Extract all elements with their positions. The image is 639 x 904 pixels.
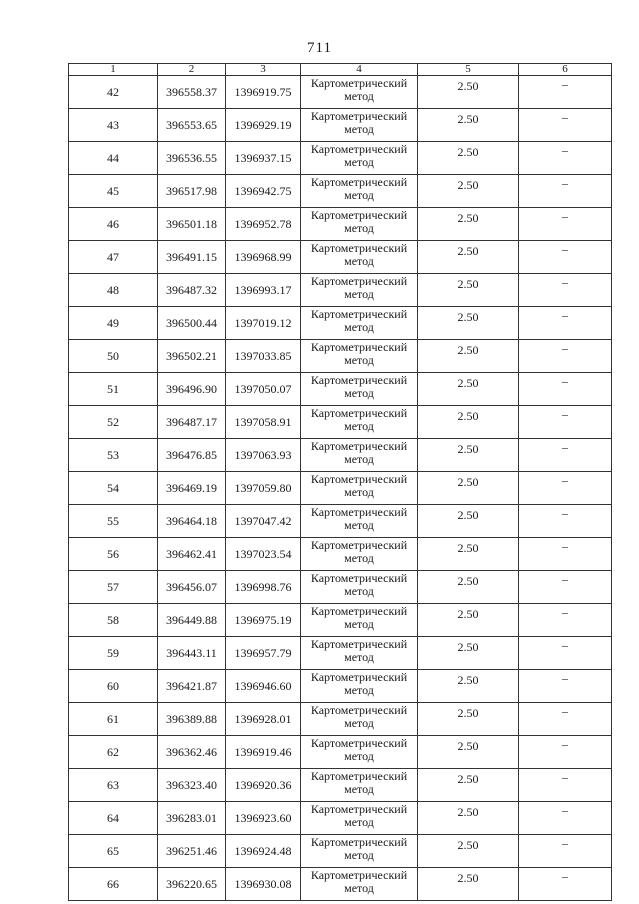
note-cell: – [519,736,612,769]
y-coordinate-cell: 1396924.48 [226,835,301,868]
method-line-1: Картометрический [310,637,408,651]
x-coordinate-cell: 396553.65 [158,109,226,142]
method-line-2: метод [344,122,374,136]
x-coordinate-cell: 396456.07 [158,571,226,604]
note-cell: – [519,340,612,373]
accuracy-cell: 2.50 [418,142,519,175]
point-number-cell: 43 [69,109,158,142]
method-cell [301,406,418,439]
point-number-cell: 57 [69,571,158,604]
table-row [69,340,612,373]
y-coordinate-cell: 1396920.36 [226,769,301,802]
point-number-cell: 56 [69,538,158,571]
method-line-1: Картометрический [310,670,408,684]
method-line-1: Картометрический [310,736,408,750]
table-row [69,307,612,340]
y-coordinate-cell: 1396952.78 [226,208,301,241]
point-number-cell: 52 [69,406,158,439]
x-coordinate-cell: 396487.32 [158,274,226,307]
x-coordinate-cell: 396517.98 [158,175,226,208]
accuracy-cell: 2.50 [418,604,519,637]
method-line-1: Картометрический [310,439,408,453]
column-header: 6 [519,64,612,76]
method-line-1: Картометрический [310,76,408,90]
table-row [69,505,612,538]
method-line-2: метод [344,815,374,829]
method-line-1: Картометрический [310,274,408,288]
note-cell: – [519,472,612,505]
point-number-cell: 61 [69,703,158,736]
method-cell [301,142,418,175]
table-row [69,538,612,571]
note-cell: – [519,835,612,868]
note-cell: – [519,109,612,142]
table-row [69,76,612,109]
table-row [69,637,612,670]
method-line-2: метод [344,551,374,565]
accuracy-cell: 2.50 [418,340,519,373]
method-line-1: Картометрический [310,835,408,849]
y-coordinate-cell: 1396923.60 [226,802,301,835]
point-number-cell: 55 [69,505,158,538]
method-line-2: метод [344,518,374,532]
point-number-cell: 53 [69,439,158,472]
method-cell [301,604,418,637]
note-cell: – [519,274,612,307]
point-number-cell: 62 [69,736,158,769]
method-line-1: Картометрический [310,769,408,783]
method-line-2: метод [344,848,374,862]
x-coordinate-cell: 396501.18 [158,208,226,241]
y-coordinate-cell: 1396993.17 [226,274,301,307]
table-row [69,769,612,802]
note-cell: – [519,538,612,571]
x-coordinate-cell: 396502.21 [158,340,226,373]
table-row [69,736,612,769]
note-cell: – [519,175,612,208]
point-number-cell: 50 [69,340,158,373]
point-number-cell: 51 [69,373,158,406]
accuracy-cell: 2.50 [418,175,519,208]
y-coordinate-cell: 1397023.54 [226,538,301,571]
note-cell: – [519,505,612,538]
method-cell [301,373,418,406]
note-cell: – [519,307,612,340]
point-number-cell: 42 [69,76,158,109]
method-line-1: Картометрический [310,373,408,387]
x-coordinate-cell: 396443.11 [158,637,226,670]
method-cell [301,670,418,703]
y-coordinate-cell: 1396957.79 [226,637,301,670]
method-cell [301,340,418,373]
method-cell [301,571,418,604]
x-coordinate-cell: 396476.85 [158,439,226,472]
method-line-2: метод [344,254,374,268]
method-line-2: метод [344,419,374,433]
point-number-cell: 66 [69,868,158,901]
y-coordinate-cell: 1396919.46 [226,736,301,769]
table-row [69,802,612,835]
method-line-1: Картометрический [310,175,408,189]
y-coordinate-cell: 1397019.12 [226,307,301,340]
point-number-cell: 58 [69,604,158,637]
method-cell [301,835,418,868]
y-coordinate-cell: 1396928.01 [226,703,301,736]
method-line-2: метод [344,353,374,367]
y-coordinate-cell: 1396946.60 [226,670,301,703]
point-number-cell: 64 [69,802,158,835]
note-cell: – [519,670,612,703]
method-line-2: метод [344,782,374,796]
method-cell [301,241,418,274]
method-line-1: Картометрический [310,505,408,519]
method-line-2: метод [344,617,374,631]
accuracy-cell: 2.50 [418,406,519,439]
point-number-cell: 60 [69,670,158,703]
table-row [69,571,612,604]
method-line-2: метод [344,881,374,895]
method-line-2: метод [344,188,374,202]
method-cell [301,109,418,142]
method-line-2: метод [344,485,374,499]
x-coordinate-cell: 396487.17 [158,406,226,439]
coordinates-table [68,63,612,901]
method-line-2: метод [344,650,374,664]
table-row [69,373,612,406]
y-coordinate-cell: 1397058.91 [226,406,301,439]
x-coordinate-cell: 396491.15 [158,241,226,274]
table-row [69,175,612,208]
method-line-2: метод [344,749,374,763]
x-coordinate-cell: 396449.88 [158,604,226,637]
page-number: 711 [307,40,332,56]
method-line-2: метод [344,320,374,334]
method-line-2: метод [344,89,374,103]
x-coordinate-cell: 396323.40 [158,769,226,802]
y-coordinate-cell: 1397047.42 [226,505,301,538]
method-line-1: Картометрический [310,703,408,717]
y-coordinate-cell: 1397059.80 [226,472,301,505]
y-coordinate-cell: 1397063.93 [226,439,301,472]
accuracy-cell: 2.50 [418,703,519,736]
note-cell: – [519,76,612,109]
point-number-cell: 65 [69,835,158,868]
table-row [69,703,612,736]
table-body [69,76,612,901]
method-cell [301,208,418,241]
accuracy-cell: 2.50 [418,769,519,802]
note-cell: – [519,571,612,604]
method-line-1: Картометрический [310,604,408,618]
method-line-1: Картометрический [310,406,408,420]
method-line-1: Картометрический [310,241,408,255]
accuracy-cell: 2.50 [418,868,519,901]
x-coordinate-cell: 396462.41 [158,538,226,571]
method-line-2: метод [344,287,374,301]
method-cell [301,76,418,109]
method-line-2: метод [344,386,374,400]
table-row [69,406,612,439]
x-coordinate-cell: 396469.19 [158,472,226,505]
table-row [69,208,612,241]
point-number-cell: 44 [69,142,158,175]
column-header: 2 [158,64,226,76]
note-cell: – [519,868,612,901]
y-coordinate-cell: 1396919.75 [226,76,301,109]
y-coordinate-cell: 1397033.85 [226,340,301,373]
accuracy-cell: 2.50 [418,439,519,472]
method-line-2: метод [344,683,374,697]
x-coordinate-cell: 396389.88 [158,703,226,736]
point-number-cell: 59 [69,637,158,670]
method-cell [301,472,418,505]
y-coordinate-cell: 1396929.19 [226,109,301,142]
method-cell [301,736,418,769]
x-coordinate-cell: 396362.46 [158,736,226,769]
x-coordinate-cell: 396251.46 [158,835,226,868]
table-row [69,868,612,901]
note-cell: – [519,406,612,439]
method-line-1: Картометрический [310,472,408,486]
method-line-2: метод [344,716,374,730]
table-row [69,241,612,274]
accuracy-cell: 2.50 [418,307,519,340]
x-coordinate-cell: 396464.18 [158,505,226,538]
point-number-cell: 47 [69,241,158,274]
x-coordinate-cell: 396283.01 [158,802,226,835]
table-row [69,472,612,505]
y-coordinate-cell: 1396998.76 [226,571,301,604]
accuracy-cell: 2.50 [418,373,519,406]
accuracy-cell: 2.50 [418,670,519,703]
accuracy-cell: 2.50 [418,76,519,109]
point-number-cell: 63 [69,769,158,802]
method-cell [301,274,418,307]
method-line-1: Картометрический [310,868,408,882]
accuracy-cell: 2.50 [418,571,519,604]
method-cell [301,868,418,901]
note-cell: – [519,241,612,274]
table-row [69,142,612,175]
table-row [69,274,612,307]
table-row [69,835,612,868]
method-line-1: Картометрический [310,208,408,222]
method-line-1: Картометрический [310,307,408,321]
accuracy-cell: 2.50 [418,637,519,670]
column-header: 4 [301,64,418,76]
point-number-cell: 46 [69,208,158,241]
method-cell [301,175,418,208]
point-number-cell: 54 [69,472,158,505]
method-cell [301,505,418,538]
y-coordinate-cell: 1396930.08 [226,868,301,901]
point-number-cell: 48 [69,274,158,307]
accuracy-cell: 2.50 [418,835,519,868]
y-coordinate-cell: 1396937.15 [226,142,301,175]
method-line-2: метод [344,155,374,169]
method-cell [301,802,418,835]
x-coordinate-cell: 396500.44 [158,307,226,340]
note-cell: – [519,604,612,637]
method-cell [301,538,418,571]
y-coordinate-cell: 1396942.75 [226,175,301,208]
point-number-cell: 45 [69,175,158,208]
accuracy-cell: 2.50 [418,736,519,769]
column-header: 1 [69,64,158,76]
x-coordinate-cell: 396421.87 [158,670,226,703]
table-row [69,604,612,637]
note-cell: – [519,802,612,835]
accuracy-cell: 2.50 [418,802,519,835]
x-coordinate-cell: 396220.65 [158,868,226,901]
method-line-2: метод [344,221,374,235]
x-coordinate-cell: 396536.55 [158,142,226,175]
method-line-1: Картометрический [310,802,408,816]
method-line-1: Картометрический [310,109,408,123]
method-line-2: метод [344,452,374,466]
note-cell: – [519,703,612,736]
y-coordinate-cell: 1396975.19 [226,604,301,637]
note-cell: – [519,142,612,175]
method-line-1: Картометрический [310,571,408,585]
point-number-cell: 49 [69,307,158,340]
table-row [69,109,612,142]
accuracy-cell: 2.50 [418,538,519,571]
method-cell [301,307,418,340]
note-cell: – [519,769,612,802]
accuracy-cell: 2.50 [418,472,519,505]
table-header-row [69,64,612,76]
column-header: 5 [418,64,519,76]
accuracy-cell: 2.50 [418,109,519,142]
x-coordinate-cell: 396558.37 [158,76,226,109]
method-line-1: Картометрический [310,142,408,156]
accuracy-cell: 2.50 [418,505,519,538]
column-header: 3 [226,64,301,76]
method-line-2: метод [344,584,374,598]
y-coordinate-cell: 1397050.07 [226,373,301,406]
note-cell: – [519,373,612,406]
method-cell [301,703,418,736]
table-row [69,439,612,472]
y-coordinate-cell: 1396968.99 [226,241,301,274]
method-line-1: Картометрический [310,340,408,354]
method-line-1: Картометрический [310,538,408,552]
method-cell [301,769,418,802]
table-row [69,670,612,703]
x-coordinate-cell: 396496.90 [158,373,226,406]
note-cell: – [519,439,612,472]
note-cell: – [519,637,612,670]
accuracy-cell: 2.50 [418,274,519,307]
accuracy-cell: 2.50 [418,241,519,274]
method-cell [301,439,418,472]
method-cell [301,637,418,670]
note-cell: – [519,208,612,241]
accuracy-cell: 2.50 [418,208,519,241]
